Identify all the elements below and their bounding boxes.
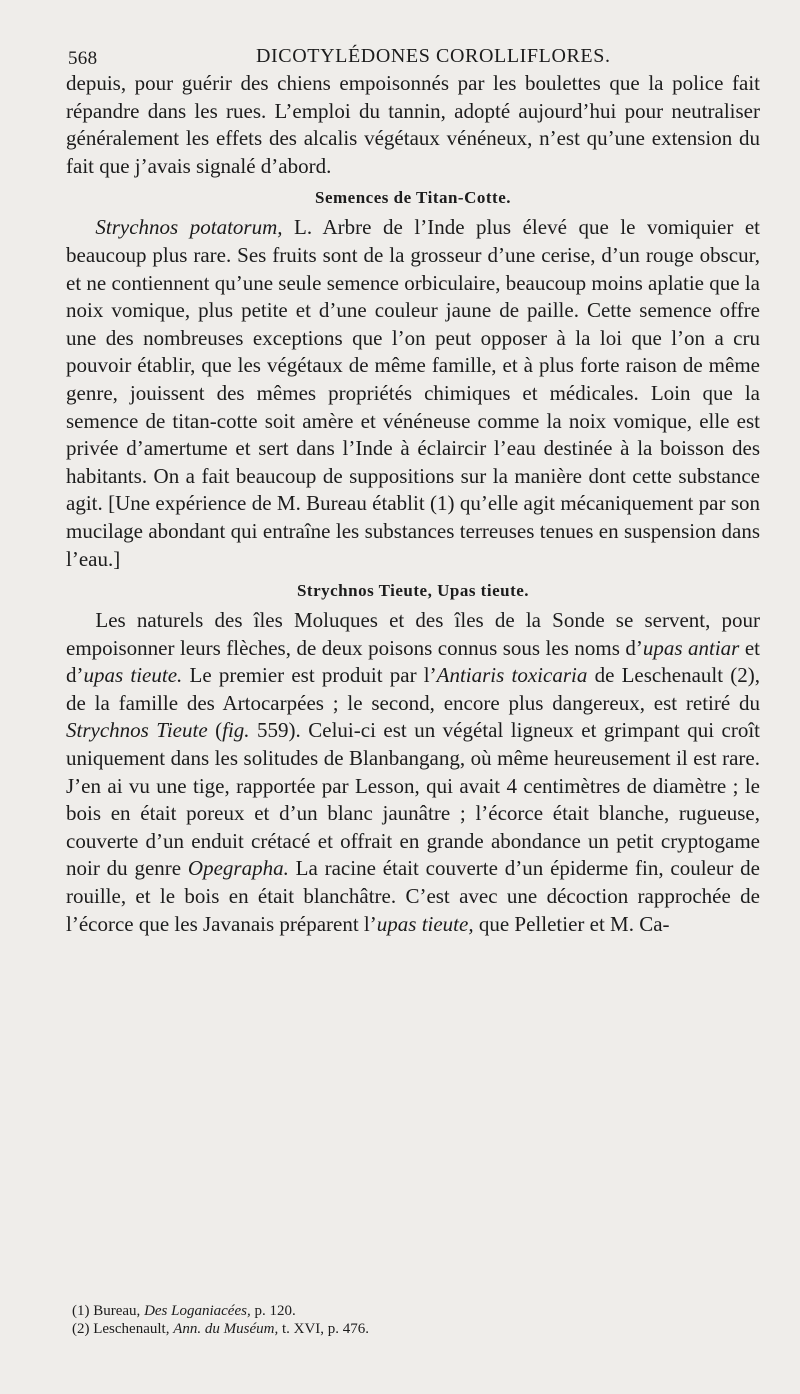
footnotes [72, 1302, 369, 1338]
footnote-text: (1) Bureau, [72, 1303, 145, 1319]
text-segment: que Pelletier et M. Ca- [473, 911, 670, 936]
section-heading-strychnos-tieute: Strychnos Tieute, Upas tieute. [296, 581, 530, 601]
footnote-text: (2) Leschenault, [72, 1321, 174, 1337]
species-name-strychnos-potatorum: Strychnos potatorum, [95, 215, 283, 240]
paragraph-tannin: depuis, pour guérir des chiens empoisonnés par les boulettes que la police fait répandre dans les rues. L’emploi du tannin, adopté aujourd’hui pour neutraliser généralement les effets des alcalis végétaux vénéneux, n’est qu’une extension du fait que j’avais signalé d’abord. [66, 71, 760, 178]
figure-abbrev: fig. [222, 718, 250, 743]
term-upas-tieute-2: upas tieute, [376, 911, 474, 936]
paragraph-titan-cotte [66, 214, 760, 573]
footnote-title: Des Loganiacées, [144, 1303, 251, 1319]
footnote-text: p. 120. [250, 1303, 296, 1319]
footnote-text: t. XVI, p. 476. [278, 1321, 370, 1337]
footnote-title: Ann. du Muséum, [173, 1321, 279, 1337]
paragraph-text: L. Arbre de l’Inde plus élevé que le vomiquier et beaucoup plus rare. Ses fruits sont de la grosseur d’une cerise, d’un rouge obscur, et ne contiennent qu’une seule semence orbiculaire, beaucoup moins aplatie que la noix vomique, plus petite et d’une couleur jaune de paille. Cette semence offre une des nombreuses exceptions que l’on peut opposer à la loi que l’on a cru pouvoir établir, que les végétaux de même famille, et à plus forte raison de même genre, jouissent des mêmes propriétés chimiques et médicales. Loin que la semence de titan-cotte soit amère et vénéneuse comme la noix vomique, elle est privée d’amertume et sert dans l’Inde à éclaircir l’eau destinée à la boisson des habitants. On a fait beaucoup de suppositions sur la manière dont cette substance agit. [Une expérience de M. Bureau établit (1) qu’elle agit mécaniquement par son mucilage abondant qui entraîne les substances terreuses tenues en suspension dans l’eau.] [66, 215, 761, 571]
section-heading-titan-cotte: Semences de Titan-Cotte. [315, 188, 511, 208]
text-segment: La racine était couverte d’un épiderme fin, couleur de rouille, et le bois en était blanchâtre. C’est avec une décoction rapprochée de l’écorce que les Javanais préparent l’ [66, 856, 760, 936]
running-title: DICOTYLÉDONES COROLLIFLORES. [256, 45, 611, 67]
genus-opegrapha: Opegrapha. [187, 856, 289, 881]
text-segment: et d’ [66, 635, 761, 688]
text-segment: Le premier est produit par l’ [182, 663, 437, 688]
footnote-1 [72, 1302, 369, 1320]
footnote-2 [72, 1320, 369, 1338]
term-upas-tieute: upas tieute. [83, 663, 183, 688]
text-segment: Les naturels des îles Moluques et des îles de la Sonde se servent, pour empoisonner leurs flèches, de deux poisons connus sous les noms d’ [66, 608, 760, 660]
page-number: 568 [68, 48, 98, 69]
term-upas-antiar: upas antiar [642, 635, 740, 660]
text-segment: ( [207, 718, 223, 743]
running-head [66, 40, 760, 70]
text-segment: 559). Celui-ci est un végétal ligneux et grimpant qui croît uniquement dans les solitudes de Blanbangang, où même heureusement il est rare. J’en ai vu une tige, rapportée par Lesson, qui avait 4 centimètres de diamètre ; le bois en était poreux et d’un blanc jaunâtre ; l’écorce était blanche, rugueuse, couverte d’un enduit crétacé et offrait en grande abondance un petit cryptogame noir du genre [66, 718, 760, 881]
species-name-antiaris: Antiaris toxicaria [436, 663, 588, 688]
species-name-strychnos-tieute: Strychnos Tieute [66, 718, 208, 743]
text-segment: de Leschenault (2), de la famille des Artocarpées ; le second, encore plus dangereux, est retiré du [66, 663, 761, 715]
paragraph-upas [66, 607, 760, 938]
